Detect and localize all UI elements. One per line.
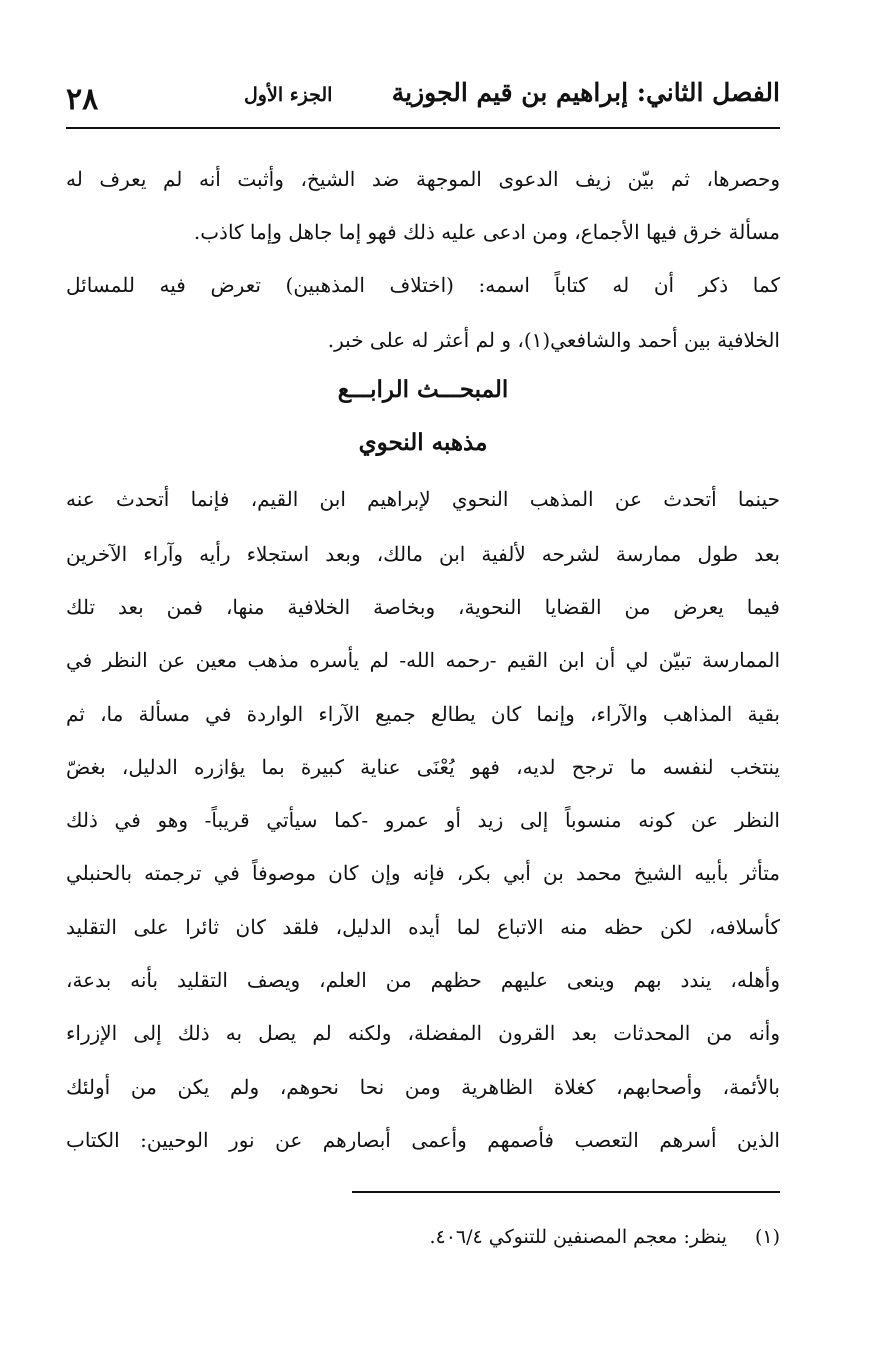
page-header (66, 72, 780, 120)
footnote-text: ينظر: معجم المصنفين للتنوكي ٤٠٦/٤. (429, 1226, 727, 1248)
text-line: فيما يعرض من القضايا النحوية، وبخاصة الخلافية منها، فمن بعد تلك (66, 595, 780, 619)
text-line: بقية المذاهب والآراء، وإنما كان يطالع جميع الآراء الواردة في مسألة ما، ثم (66, 702, 780, 726)
text-line: مسألة خرق فيها الأجماع، ومن ادعى عليه ذلك فهو إما جاهل وإما كاذب. (193, 220, 780, 244)
section-subheading: مذهبه النحوي (358, 429, 488, 456)
text-line: النظر عن كونه منسوباً إلى زيد أو عمرو -كما سيأتي قريباً- وهو في ذلك (66, 808, 780, 832)
text-line: وحصرها، ثم بيّن زيف الدعوى الموجهة ضد الشيخ، وأثبت أنه لم يعرف له (66, 167, 780, 191)
section-heading: المبحـــث الرابـــع (337, 376, 509, 403)
text-line: كأسلافه، لكن حظه منه الاتباع لما أيده الدليل، فلقد كان ثائرا على التقليد (66, 915, 780, 939)
footnote (429, 1224, 780, 1250)
text-line: الخلافية بين أحمد والشافعي(١)، و لم أعثر له على خبر. (327, 328, 780, 352)
text-line: بعد طول ممارسة لشرحه لألفية ابن مالك، وبعد استجلاء رأيه وآراء الآخرين (66, 542, 780, 566)
text-line: حينما أتحدث عن المذهب النحوي لإبراهيم ابن القيم، فإنما أتحدث عنه (66, 487, 780, 511)
text-line: الذين أسرهم التعصب فأصمهم وأعمى أبصارهم عن نور الوحيين: الكتاب (66, 1128, 780, 1152)
footnote-number: (١) (754, 1226, 780, 1248)
page-number: ٢٨ (66, 82, 99, 117)
chapter-title: الفصل الثاني: إبراهيم بن قيم الجوزية (391, 78, 780, 107)
text-line: الممارسة تبيّن لي أن ابن القيم -رحمه الله- لم يأسره مذهب معين عن النظر في (66, 648, 780, 672)
header-rule (66, 127, 780, 129)
text-line: كما ذكر أن له كتاباً اسمه: (اختلاف المذهبين) تعرض فيه للمسائل (66, 273, 780, 297)
footnote-rule (352, 1191, 780, 1193)
text-line: متأثر بأبيه الشيخ محمد بن أبي بكر، فإنه وإن كان موصوفاً في ترجمته بالحنبلي (66, 861, 780, 885)
text-line: وأهله، يندد بهم وينعى عليهم حظهم من العلم، ويصف التقليد بأنه بدعة، (66, 968, 780, 992)
text-line: وأنه من المحدثات بعد القرون المفضلة، ولكنه لم يصل به ذلك إلى الإزراء (66, 1021, 780, 1045)
text-line: بالأئمة، وأصحابهم، كغلاة الظاهرية ومن نحا نحوهم، ولم يكن من أولئك (66, 1075, 780, 1099)
volume-label: الجزء الأول (244, 84, 333, 106)
text-line: ينتخب لنفسه ما ترجح لديه، فهو يُعْنَى عناية كبيرة بما يؤازره الدليل، بغضّ (66, 755, 780, 779)
